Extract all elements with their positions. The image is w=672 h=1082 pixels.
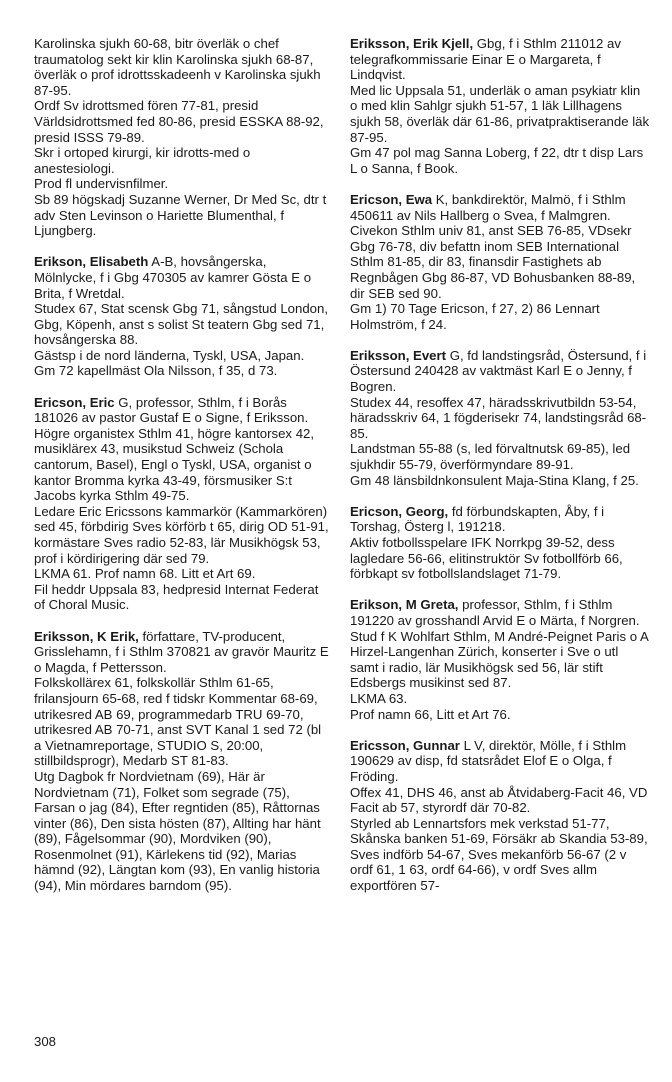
entry-paragraph (34, 395, 330, 426)
entry-intro: L V, direktör, Mölle, f i Sthlm 190629 av disp, fd statsrådet Elof E o Olga, f Fröding. (350, 737, 627, 784)
entry-paragraph: Stud f K Wohlfart Sthlm, M André-Peignet Paris o A Hirzel-Langenhan Zürich, konserter i Sve o utl samt i radio, lär Musikhögsk sed 56, lär stift Edsbergs musikinst sed 87. (350, 628, 649, 691)
biography-entry (350, 738, 650, 894)
entry-headword: Eriksson, Evert (350, 347, 447, 363)
entry-intro: fd förbundskapten, Åby, f i Torshag, Österg l, 191218. (350, 503, 605, 535)
entry-paragraph: LKMA 63. (350, 690, 408, 706)
entry-paragraph: Landstman 55-88 (s, led förvaltnutsk 69-85), led sjukhdir 55-79, överförmyndare 89-91. (350, 441, 631, 473)
entry-headword: Eriksson, K Erik, (34, 628, 139, 644)
entry-paragraph: Med lic Uppsala 51, underläk o aman psykiatr klin o med klin Sahlgr sjukh 51-57, 1 läk Lillhagens sjukh 58, överläk där 61-86, privatpraktiserande läk 87-95. (350, 82, 650, 145)
biography-entry (350, 597, 650, 722)
entry-paragraph: Utg Dagbok fr Nordvietnam (69), Här är Nordvietnam (71), Folket som segrade (75), Farsan o jag (84), Efter regntiden (85), Råttornas vinter (86), Den sista hösten (87), Allting har hänt (89), Fågelsommar (90), Mordviken (90), Rosenmolnet (91), Kärlekens tid (92), Marias hämnd (92), Längtan kom (93), En vanlig historia (94), Min mördares barndom (95). (34, 768, 321, 894)
entry-intro: K, bankdirektör, Malmö, f i Sthlm 450611 av Nils Hallberg o Svea, f Malmgren. (350, 191, 626, 223)
biography-entry (350, 504, 650, 582)
biography-entry (34, 254, 330, 379)
entry-paragraph (350, 36, 650, 83)
entry-paragraph (34, 254, 330, 301)
entry-paragraph: Skr i ortoped kirurgi, kir idrotts-med o anestesiologi. (34, 145, 251, 176)
entry-headword: Erikson, Elisabeth (34, 254, 149, 270)
entry-paragraph (350, 504, 650, 535)
entry-headword: Eriksson, Erik Kjell, (350, 36, 474, 51)
page-number: 308 (34, 1034, 57, 1049)
entry-paragraph: Folkskollärex 61, folkskollär Sthlm 61-65, frilansjourn 65-68, red f tidskr Kommentar 68-69, utrikesred AB 69, programmedarb TRU 69-70, utrikesred AB 70-71, anst SVT Kanal 1 sed 72 (bl a Vietnamreportage, STUDIO S, 20:00, stillbildsprogr), Medarb ST 81-83. (34, 675, 322, 769)
entry-paragraph: Prod fl undervisnfilmer. (34, 176, 169, 192)
entry-paragraph: Ledare Eric Ericssons kammarkör (Kammarkören) sed 45, förbdirig Sves körförb t 65, dirig OD 51-91, kormästare Sves radio 52-83, lär Musikhögsk 53, prof i kördirigering där sed 79. (34, 503, 329, 566)
entry-paragraph: Gm 48 länsbildnkonsulent Maja-Stina Klang, f 25. (350, 472, 639, 488)
entry-paragraph: Styrled ab Lennartsfors mek verkstad 51-77, Skånska banken 51-69, Försäkr ab Skandia 53-89, Sves indförb 54-67, Sves mekanförb 56-67 (2 v ordf 61, 1 63, ordf 64-66), v ordf Sves allm exportfören 57- (350, 815, 648, 894)
entry-intro: G, professor, Sthlm, f i Borås 181026 av pastor Gustaf E o Signe, f Eriksson. (34, 394, 309, 426)
entry-intro: Gbg, f i Sthlm 211012 av telegrafkommissarie Einar E o Margareta, f Lindqvist. (350, 36, 621, 83)
entry-paragraph: Studex 67, Stat scensk Gbg 71, sångstud London, Gbg, Köpenh, anst s solist St teatern Gbg sed 71, hovsångerska 88. (34, 301, 328, 348)
biography-entry (34, 395, 330, 613)
entry-paragraph: Prof namn 66, Litt et Art 76. (350, 706, 511, 722)
entry-paragraph: LKMA 61. Prof namn 68. Litt et Art 69. (34, 566, 256, 582)
entry-paragraph: Studex 44, resoffex 47, häradsskrivutbildn 53-54, häradsskriv 64, 1 fögderisekr 74, landstingsråd 68-85. (350, 394, 647, 441)
entry-paragraph: Karolinska sjukh 60-68, bitr överläk o chef traumatolog sekt kir klin Karolinska sjukh 68-87, överläk o prof idrottsskadeenh v Karolinska sjukh 87-95. (34, 36, 321, 98)
biography-entry (34, 36, 330, 239)
entry-paragraph (350, 192, 650, 223)
entry-paragraph: Gm 47 pol mag Sanna Loberg, f 22, dtr t disp Lars L o Sanna, f Book. (350, 145, 644, 176)
entry-paragraph (350, 597, 650, 628)
entry-paragraph: Högre organistex Sthlm 41, högre kantorsex 42, musiklärex 43, musikstud Schweiz (Schola cantorum, Basel), Engl o Tyskl, USA, organist o kantor Bromma kyrka 43-49, försmusiker S:t Jacobs kyrka Sthlm 49-75. (34, 425, 315, 504)
entry-paragraph: Sb 89 högskadj Suzanne Werner, Dr Med Sc, dtr t adv Sten Levinson o Hariette Blumenthal, f Ljungberg. (34, 191, 327, 239)
entry-intro: författare, TV-producent, Grisslehamn, f i Sthlm 370821 av gravör Mauritz E o Magda, f Pettersson. (34, 628, 329, 675)
biography-entry (350, 192, 650, 332)
entry-paragraph: Ordf Sv idrottsmed fören 77-81, presid Världsidrottsmed fed 80-86, presid ESSKA 88-92, presid ISSS 79-89. (34, 98, 324, 145)
entry-intro: A-B, hovsångerska, Mölnlycke, f i Gbg 470305 av kamrer Gösta E o Brita, f Wretdal. (34, 254, 312, 301)
entry-paragraph: Gästsp i de nord länderna, Tyskl, USA, Japan. (34, 347, 305, 363)
entry-paragraph: Civekon Sthlm univ 81, anst SEB 76-85, VDsekr Gbg 76-78, div befattn inom SEB International Sthlm 81-85, dir 83, finansdir Fastighets ab Regnbågen Gbg 86-87, VD Bohusbanken 88-89, dir SEB sed 90. (350, 223, 636, 301)
right-column (350, 36, 650, 909)
entry-intro: professor, Sthlm, f i Sthlm 191220 av grosshandl Arvid E o Märta, f Norgren. (350, 597, 640, 628)
entry-paragraph: Gm 1) 70 Tage Ericson, f 27, 2) 86 Lennart Holmström, f 24. (350, 301, 600, 332)
entry-headword: Ericson, Eric (34, 394, 115, 410)
biography-entry (350, 36, 650, 176)
entry-paragraph: Gm 72 kapellmäst Ola Nilsson, f 35, d 73. (34, 363, 278, 379)
left-column (34, 36, 330, 909)
entry-paragraph (34, 629, 330, 676)
entry-headword: Erikson, M Greta, (350, 597, 459, 613)
entry-paragraph: Aktiv fotbollsspelare IFK Norrkpg 39-52, dess lagledare 56-66, elitinstruktör Sv fotbollförb 66, förbkapt sv fotbollslandslaget 71-79. (350, 535, 623, 582)
entry-headword: Ericsson, Gunnar (350, 737, 460, 753)
entry-headword: Ericson, Ewa (350, 191, 433, 207)
entry-intro: G, fd landstingsråd, Östersund, f i Östersund 240428 av vaktmäst Karl E o Jenny, f Bogren. (350, 347, 647, 395)
entry-headword: Ericson, Georg, (350, 503, 449, 519)
biography-entry (350, 348, 650, 488)
entry-paragraph: Offex 41, DHS 46, anst ab Åtvidaberg-Facit 46, VD Facit ab 57, styrordf där 70-82. (350, 784, 648, 816)
entry-paragraph: Fil heddr Uppsala 83, hedpresid Internat Federat of Choral Music. (34, 581, 319, 613)
entry-paragraph (350, 738, 650, 785)
entry-paragraph (350, 348, 650, 395)
biography-entry (34, 629, 330, 894)
